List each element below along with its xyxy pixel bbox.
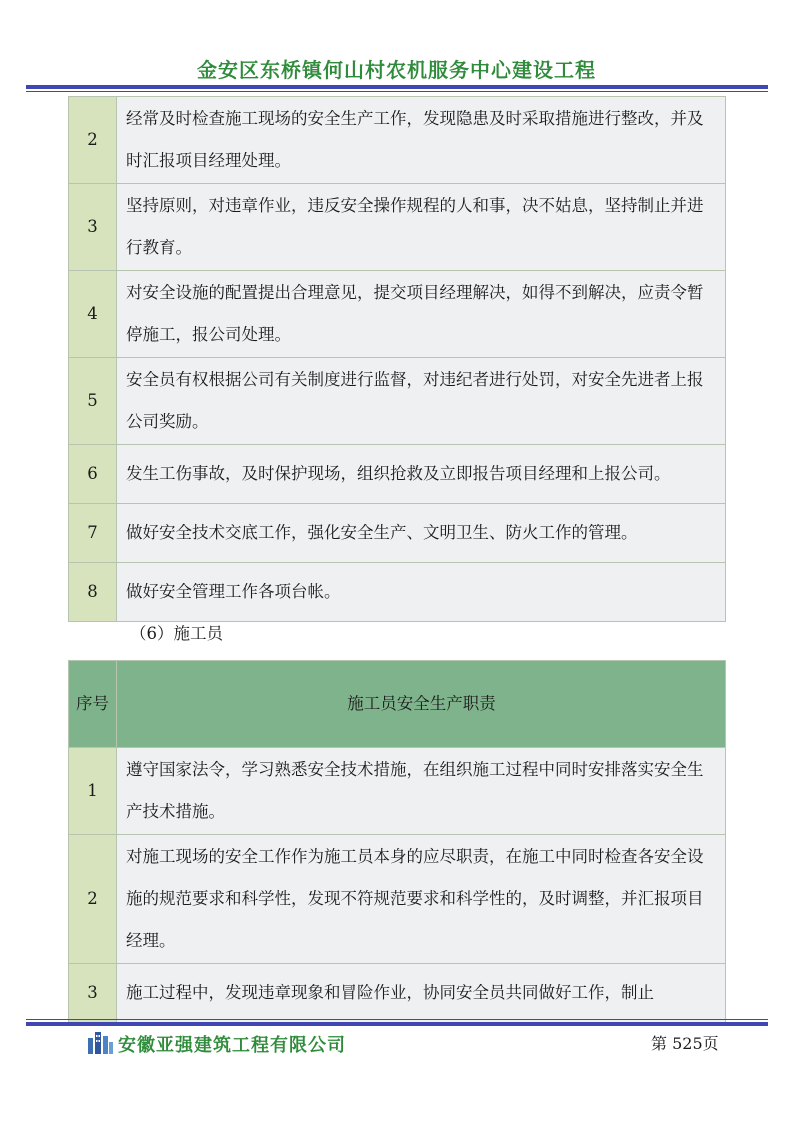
row-text: 对施工现场的安全工作作为施工员本身的应尽职责，在施工中同时检查各安全设施的规范要求和科学性，发现不符规范要求和科学性的，及时调整，并汇报项目经理。: [117, 835, 726, 964]
table-header-row: [69, 661, 726, 748]
table-row: [69, 97, 726, 184]
table-row: [69, 563, 726, 622]
table-row: [69, 184, 726, 271]
row-text: 安全员有权根据公司有关制度进行监督，对违纪者进行处罚，对安全先进者上报公司奖励。: [117, 358, 726, 445]
row-number: 6: [69, 445, 117, 504]
row-number: 2: [69, 97, 117, 184]
row-text: 施工过程中，发现违章现象和冒险作业，协同安全员共同做好工作，制止: [117, 964, 726, 1023]
row-number: 3: [69, 964, 117, 1023]
row-number: 7: [69, 504, 117, 563]
table-row: [69, 835, 726, 964]
row-number: 1: [69, 748, 117, 835]
header-rule-thin: [26, 91, 768, 92]
row-text: 遵守国家法令，学习熟悉安全技术措施，在组织施工过程中同时安排落实安全生产技术措施。: [117, 748, 726, 835]
safety-officer-duty-table: [68, 96, 726, 622]
row-text: 坚持原则，对违章作业，违反安全操作规程的人和事，决不姑息，坚持制止并进行教育。: [117, 184, 726, 271]
document-header-title: 金安区东桥镇何山村农机服务中心建设工程: [197, 58, 596, 82]
row-text: 做好安全管理工作各项台帐。: [117, 563, 726, 622]
row-text: 经常及时检查施工现场的安全生产工作，发现隐患及时采取措施进行整改，并及时汇报项目经理处理。: [117, 97, 726, 184]
row-number: 8: [69, 563, 117, 622]
row-number: 2: [69, 835, 117, 964]
row-number: 5: [69, 358, 117, 445]
footer-rule-thin: [26, 1019, 768, 1020]
header-rule-thick: [26, 85, 768, 89]
table-row: [69, 504, 726, 563]
table-row: [69, 964, 726, 1023]
table-row: [69, 358, 726, 445]
footer-rule-thick: [26, 1022, 768, 1026]
page-number: 第 525页: [651, 1034, 719, 1053]
company-logo-icon: [86, 1030, 114, 1054]
column-header-title: 施工员安全生产职责: [117, 661, 726, 748]
row-text: 对安全设施的配置提出合理意见，提交项目经理解决，如得不到解决，应责令暂停施工，报公司处理。: [117, 271, 726, 358]
section-heading: （6）施工员: [130, 624, 223, 643]
construction-worker-duty-table: [68, 660, 726, 1023]
row-number: 3: [69, 184, 117, 271]
row-text: 发生工伤事故，及时保护现场，组织抢救及立即报告项目经理和上报公司。: [117, 445, 726, 504]
row-text: 做好安全技术交底工作，强化安全生产、文明卫生、防火工作的管理。: [117, 504, 726, 563]
column-header-number: 序号: [69, 661, 117, 748]
footer-company-name: 安徽亚强建筑工程有限公司: [118, 1035, 346, 1056]
table-row: [69, 445, 726, 504]
table-row: [69, 271, 726, 358]
row-number: 4: [69, 271, 117, 358]
table-row: [69, 748, 726, 835]
